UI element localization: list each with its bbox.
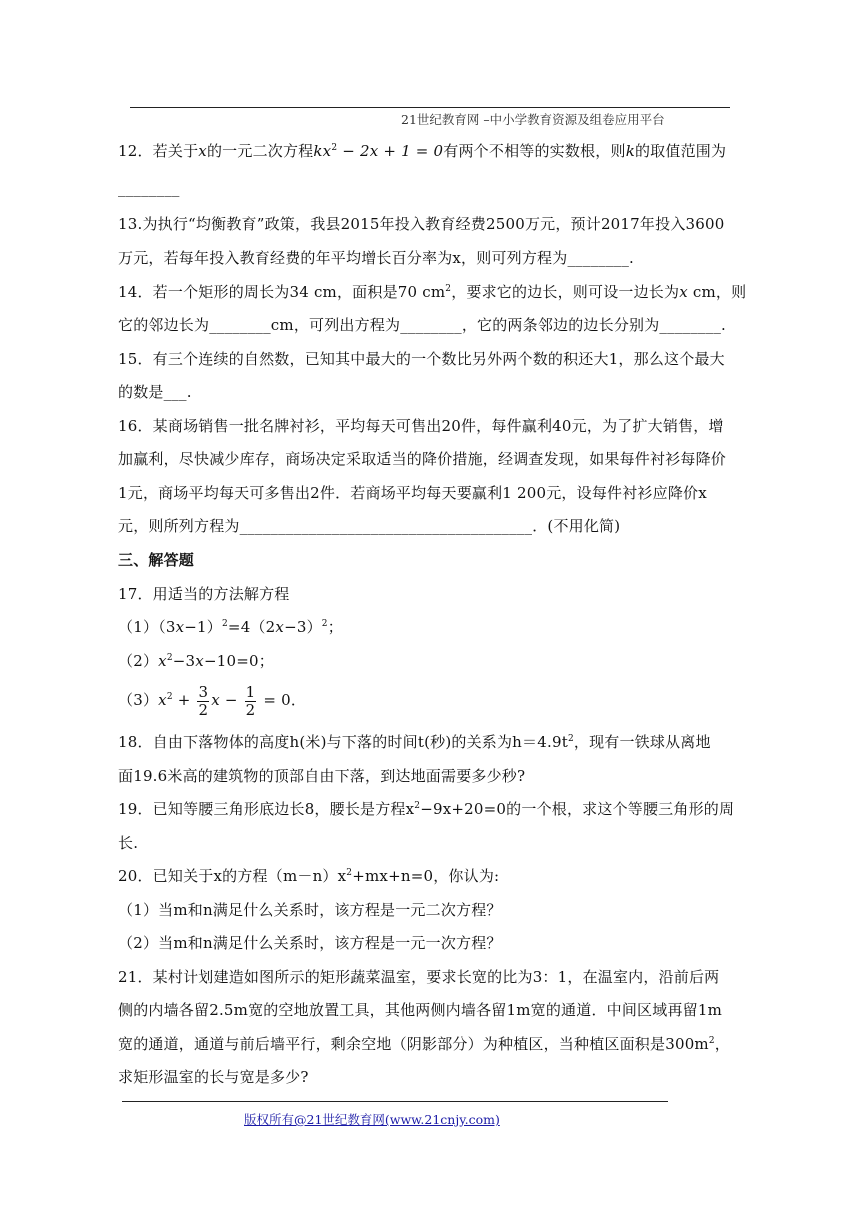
question-16-line-3: 1元，商场平均每天可多售出2件．若商场平均每天要赢利1 200元，设每件衬衫应降价x [118,484,707,502]
question-21-line-1: 21．某村计划建造如图所示的矩形蔬菜温室，要求长宽的比为3：1，在温室内，沿前后两 [118,968,720,986]
question-17-part-3: $(3)x^2$ + $\frac{3}{2}$ x − $\frac{1}{2}$ = 0． [118,682,307,719]
page-header: 21世纪教育网 –中小学教育资源及组卷应用平台 [401,112,665,127]
question-20-part-1: （1）当m和n满足什么关系时，该方程是一元二次方程？ [118,901,502,919]
section-3-title: 三、解答题 [118,551,195,569]
question-20-part-2: （2）当m和n满足什么关系时，该方程是一元一次方程？ [118,934,502,952]
question-12-blank: ________ [118,179,180,197]
question-13-line-2: 万元，若每年投入教育经费的年平均增长百分率为x，则可列方程为________. [118,249,635,267]
question-19-line-1: 19．已知等腰三角形底边长8，腰长是方程$x^2-9x+20=0$的一个根，求这个等腰三角形的周 [118,800,735,818]
question-15-line-2: 的数是___. [118,383,192,401]
question-18-line-2: 面19.6米高的建筑物的顶部自由下落，到达地面需要多少秒? [118,767,526,785]
question-13-line-1: 13.为执行“均衡教育”政策，我县2015年投入教育经费2500万元，预计2017年投入3600 [118,215,725,233]
question-17-part-1: $(1)(3x-1)^2=4(2x-3)^2$； [118,618,343,636]
header-rule [130,107,730,108]
question-21-line-2: 侧的内墙各留2.5m宽的空地放置工具，其他两侧内墙各留1m宽的通道．中间区域再留1m [118,1001,723,1019]
fraction-three-halves: $\frac{3}{2}$ [198,682,209,719]
question-17-part-2: $(2)x^2-3x-10=0$； [118,652,274,670]
question-16-line-2: 加赢利，尽快减少库存，商场决定采取适当的降价措施，经调查发现，如果每件衬衫每降价 [118,450,727,468]
question-21-line-4: 求矩形温室的长与宽是多少? [118,1068,309,1086]
question-19-line-2: 长. [118,834,139,852]
question-18-line-1: 18．自由下落物体的高度h(米)与下落的时间t(秒)的关系为$h=4.9t^2$，现有一铁球从离地 [118,733,711,751]
fraction-one-half: $\frac{1}{2}$ [245,682,256,719]
question-17-title: 17．用适当的方法解方程 [118,585,290,603]
footer-copyright-link[interactable]: 版权所有@21世纪教育网(www.21cnjy.com) [244,1112,500,1127]
footer-rule [122,1101,668,1102]
question-21-line-3: 宽的通道，通道与前后墙平行，剩余空地（阴影部分）为种植区，当种植区面积是$300m^2$， [118,1035,730,1053]
question-15-line-1: 15．有三个连续的自然数，已知其中最大的一个数比另外两个数的积还大1，那么这个最大 [118,350,725,368]
question-14-line-1: 14．若一个矩形的周长为34 cm，面积是70 $cm^2$，要求它的边长，则可设一边长为x cm，则 [118,283,747,301]
question-12-line-1: 12．若关于x的一元二次方程$kx^2 - 2x + 1 = 0$有两个不相等的实数根，则k的取值范围为 [118,142,727,160]
question-16-line-1: 16．某商场销售一批名牌衬衫，平均每天可售出20件，每件赢利40元，为了扩大销售，增 [118,417,724,435]
question-20-line-1: 20．已知关于x的方程$(m-n)x^2+mx+n=0$，你认为: [118,867,500,885]
question-16-line-4: 元，则所列方程为______________________________________．(不用化简) [118,517,621,535]
question-14-line-2: 它的邻边长为________cm，可列出方程为________，它的两条邻边的边长分别为________. [118,316,726,334]
